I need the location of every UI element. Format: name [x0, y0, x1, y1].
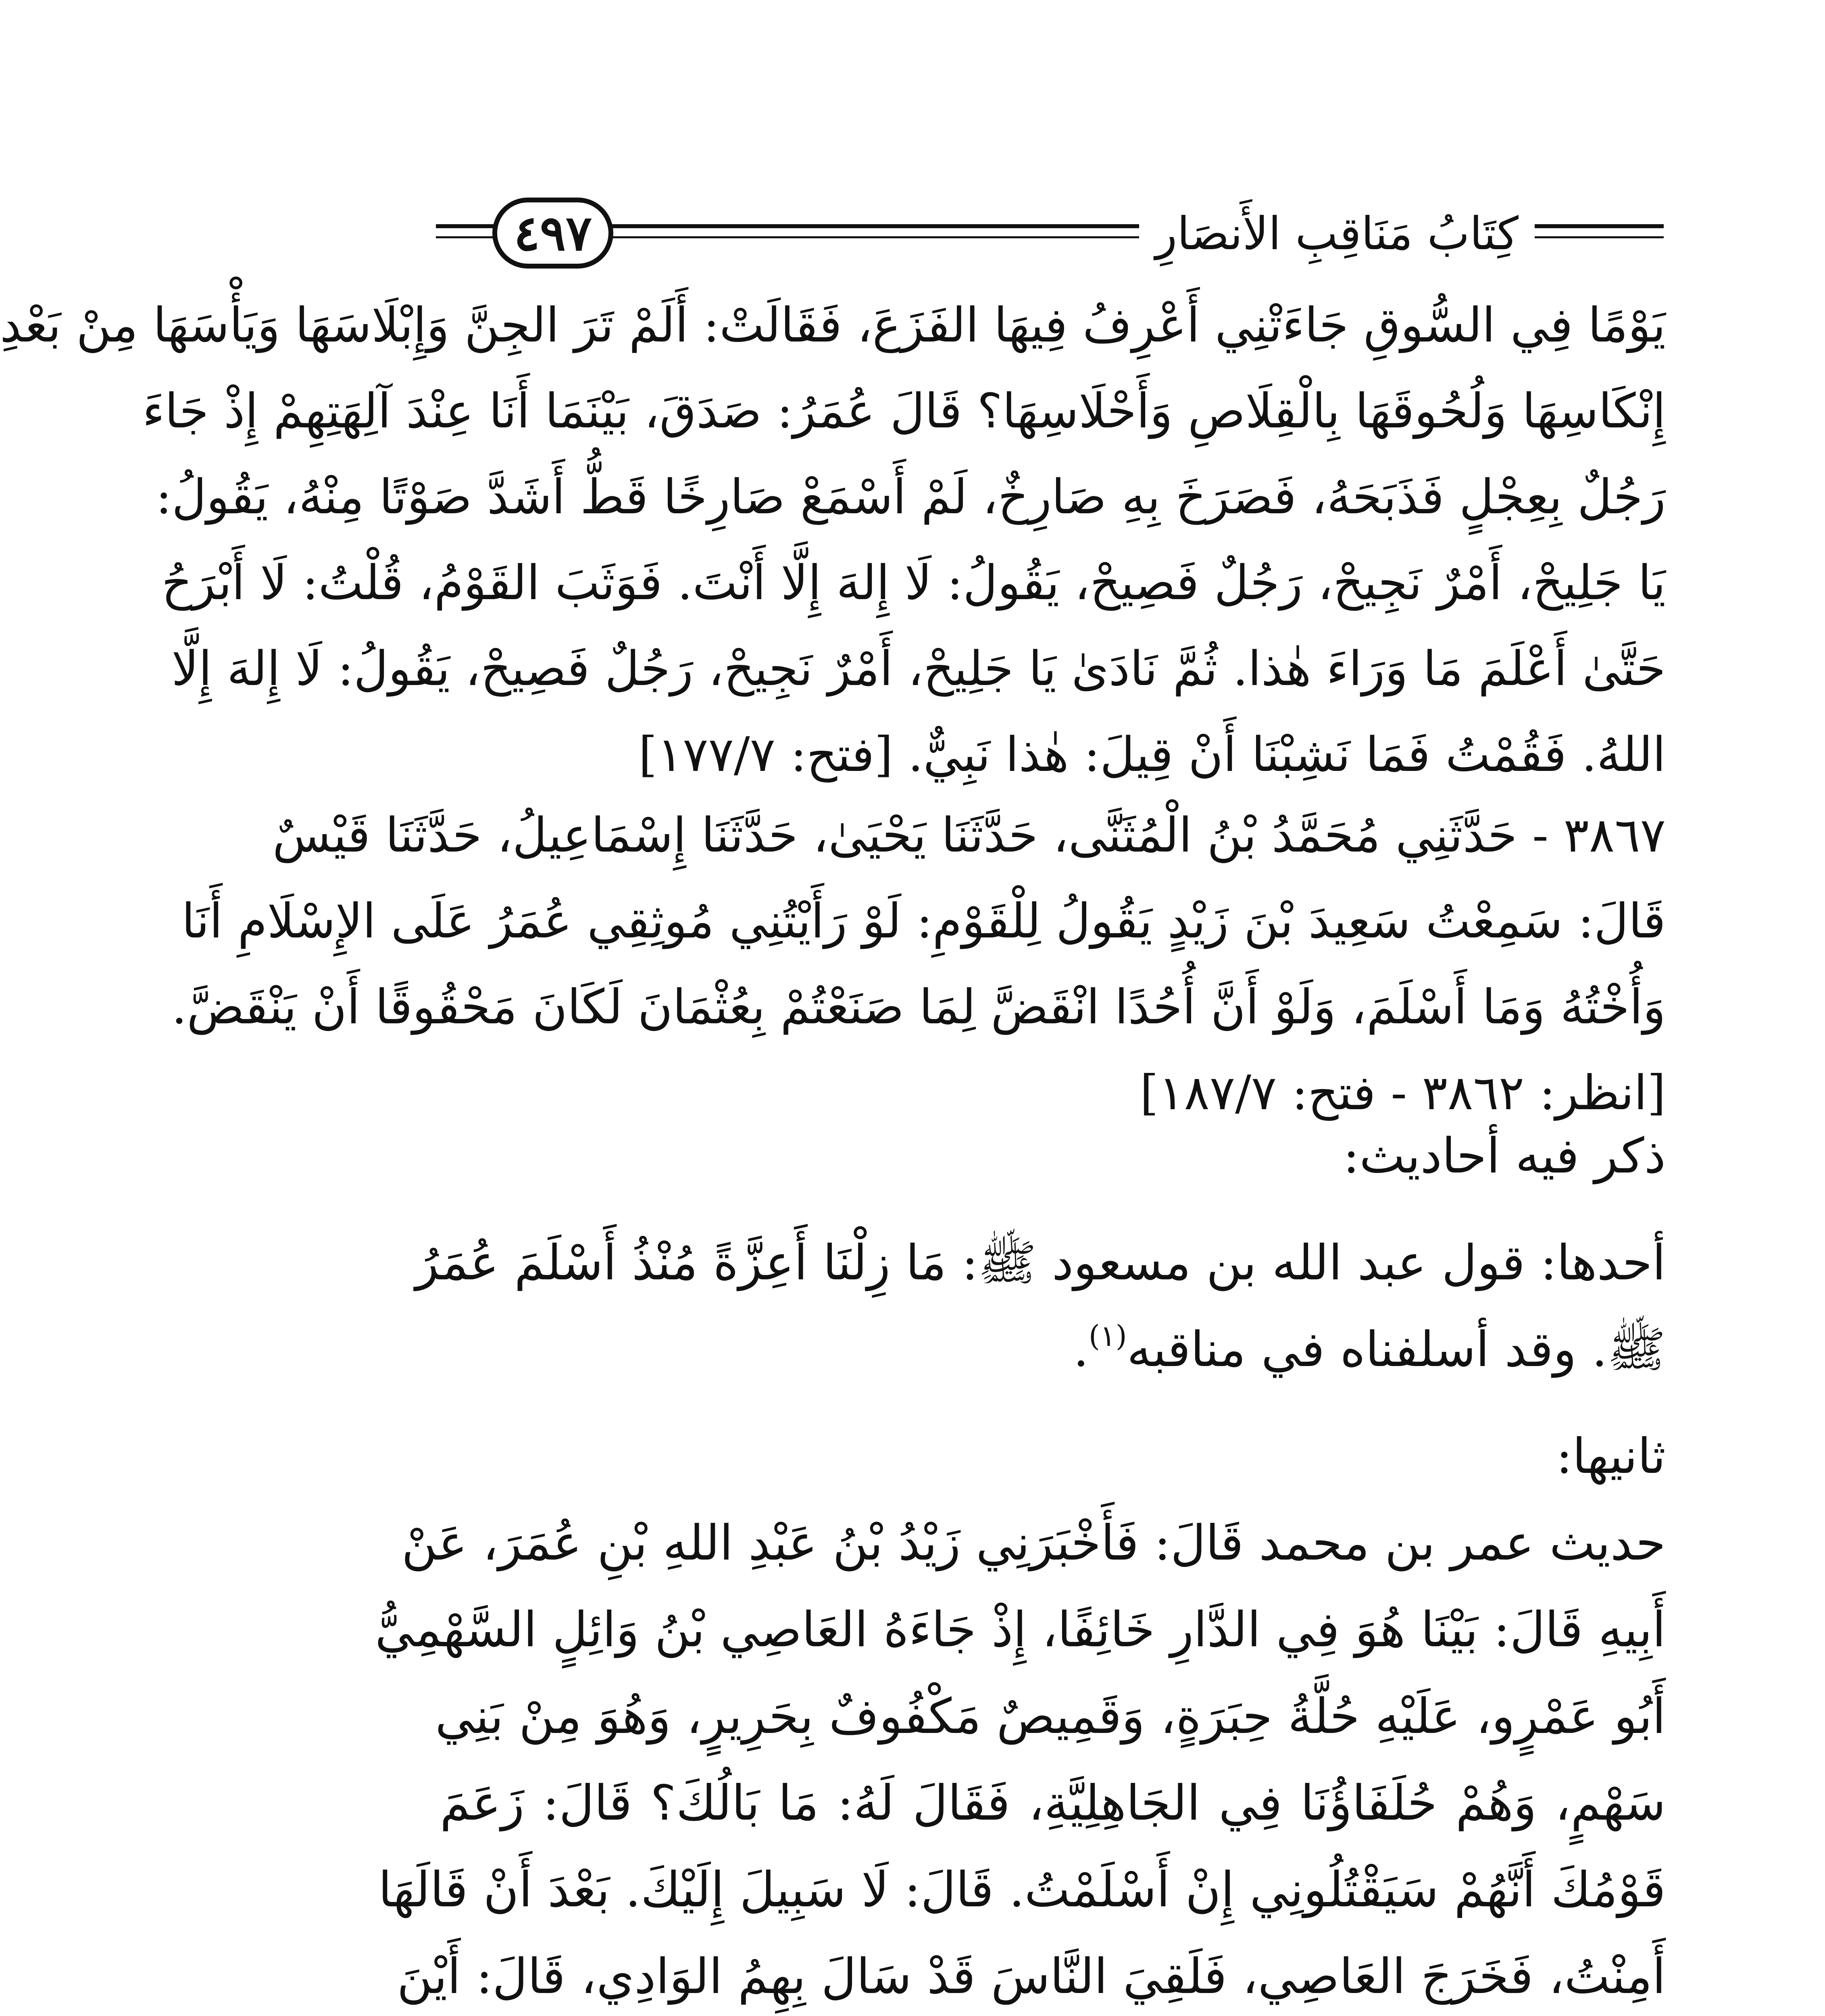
text-line: ٣٨٦٧ - حَدَّثَنِي مُحَمَّدُ بْنُ الْمُثَنَّى، حَدَّثَنَا يَحْيَىٰ، حَدَّثَنَا إِسْمَاعِيلُ، حَدَّثَنَا قَيْسٌ: [272, 807, 1666, 863]
cross-reference: [انظر: ٣٨٦٢ - فتح: ١٨٧/٧]: [1140, 1065, 1666, 1120]
text-line: يَوْمًا فِي السُّوقِ جَاءَتْنِي أَعْرِفُ فِيهَا الفَزَعَ، فَقَالَتْ: أَلَمْ تَرَ الجِنَّ وَإِبْلَاسَهَا وَيَأْسَهَا مِنْ بَعْدِ: [0, 297, 1666, 353]
page-number: ٤٩٧: [514, 204, 592, 262]
page-number-badge: [492, 198, 613, 269]
running-title: كِتَابُ مَنَاقِبِ الأَنصَارِ: [1139, 198, 1535, 270]
commentary-line: [440, 1306, 1666, 1393]
commentary-line: أَبِيهِ قَالَ: بَيْنَا هُوَ فِي الدَّارِ خَائِفًا، إِذْ جَاءَهُ العَاصِي بْنُ وَائِلٍ السَّهْمِيُّ: [375, 1602, 1666, 1658]
commentary-line: حديث عمر بن محمد قَالَ: فَأَخْبَرَنِي زَيْدُ بْنُ عَبْدِ اللهِ بْنِ عُمَرَ، عَنْ: [401, 1515, 1666, 1571]
text-line: وَأُخْتُهُ وَمَا أَسْلَمَ، وَلَوْ أَنَّ أُحُدًا انْقَضَّ لِمَا صَنَعْتُمْ بِعُثْمَانَ لَكَانَ مَحْقُوقًا أَنْ يَنْقَضَّ.: [171, 979, 1666, 1035]
text-line: قَالَ: سَمِعْتُ سَعِيدَ بْنَ زَيْدٍ يَقُولُ لِلْقَوْمِ: لَوْ رَأَيْتُنِي مُوثِقِي عُمَرُ عَلَى الإِسْلَامِ أَنَا: [181, 893, 1666, 949]
commentary-line: سَهْمٍ، وَهُمْ حُلَفَاؤُنَا فِي الجَاهِلِيَّةِ، فَقَالَ لَهُ: مَا بَالُكَ؟ قَالَ: زَعَمَ: [440, 1775, 1666, 1831]
text-line: رَجُلٌ بِعِجْلٍ فَذَبَحَهُ، فَصَرَخَ بِهِ صَارِخٌ، لَمْ أَسْمَعْ صَارِخًا قَطُّ أَشَدَّ صَوْتًا مِنْهُ، يَقُولُ:: [156, 469, 1666, 525]
footnote-marker: (١): [1088, 1319, 1127, 1353]
text-line: حَتَّىٰ أَعْلَمَ مَا وَرَاءَ هٰذا. ثُمَّ نَادَىٰ يَا جَلِيحْ، أَمْرٌ نَجِيحْ، رَجُلٌ فَصِيحْ، يَقُولُ: لَا إِلهَ إِلَّا: [171, 641, 1666, 696]
sentence-end: .: [1073, 1322, 1089, 1378]
section-heading: ثانيها:: [1556, 1429, 1666, 1485]
text-line: يَا جَلِيحْ، أَمْرٌ نَجِيحْ، رَجُلٌ فَصِيحْ، يَقُولُ: لَا إِلهَ إِلَّا أَنْتَ. فَوَثَبَ القَوْمُ، قُلْتُ: لَا أَبْرَحُ: [161, 555, 1666, 610]
text-line: إِنْكَاسِهَا وَلُحُوقَهَا بِالْقِلَاصِ وَأَحْلَاسِهَا؟ قَالَ عُمَرُ: صَدَقَ، بَيْنَمَا أَنَا عِنْدَ آلِهَتِهِمْ إِذْ جَاءَ: [142, 383, 1666, 439]
commentary-line: أحدها: قول عبد الله بن مسعود ﷺ: مَا زِلْنَا أَعِزَّةً مُنْذُ أَسْلَمَ عُمَرُ: [415, 1235, 1666, 1291]
hadith-continuation: [0, 282, 1666, 798]
commentary-line: أَبُو عَمْرٍو، عَلَيْهِ حُلَّةُ حِبَرَةٍ، وَقَمِيصٌ مَكْفُوفٌ بِحَرِيرٍ، وَهُوَ مِنْ بَنِي: [435, 1689, 1666, 1745]
hadith-3867: [171, 792, 1666, 1136]
text-line: اللهُ. فَقُمْتُ فَمَا نَشِبْنَا أَنْ قِيلَ: هٰذا نَبِيٌّ. [فتح: ١٧٧/٧]: [638, 727, 1666, 782]
commentary: [375, 1113, 1666, 2016]
page-header: [436, 190, 1664, 278]
commentary-line-text: ﷺ. وقد أسلفناه في مناقبه: [1127, 1322, 1666, 1378]
commentary-line: أَمِنْتُ، فَخَرَجَ العَاصِي، فَلَقِيَ النَّاسَ قَدْ سَالَ بِهِمُ الوَادِي، قَالَ: أَيْنَ: [397, 1949, 1666, 2005]
commentary-intro: ذكر فيه أحاديث:: [1343, 1128, 1666, 1184]
commentary-line: قَوْمُكَ أَنَّهُمْ سَيَقْتُلُونِي إِنْ أَسْلَمْتُ. قَالَ: لَا سَبِيلَ إِلَيْكَ. بَعْدَ أَنْ قَالَهَا: [378, 1862, 1666, 1918]
